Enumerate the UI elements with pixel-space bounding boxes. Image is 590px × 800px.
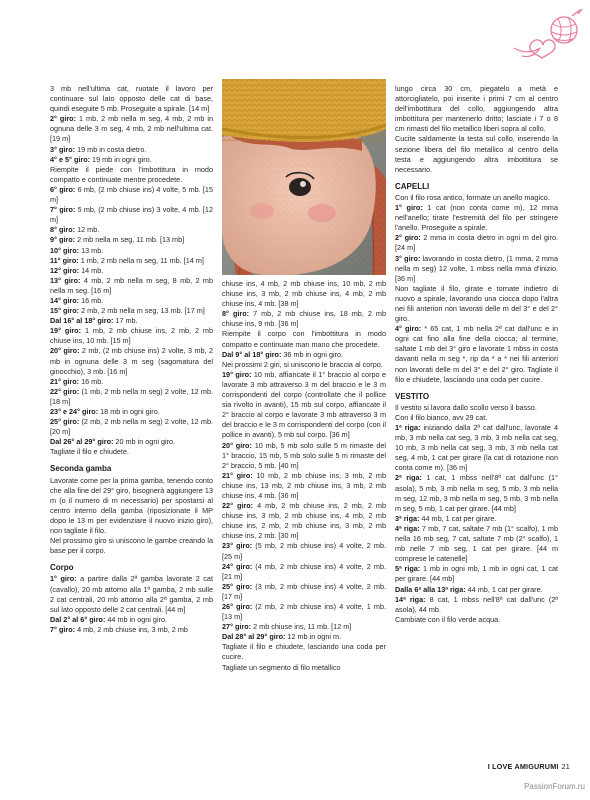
- instruction-text: 44 mb in ogni giro.: [105, 614, 168, 624]
- text-column-3: [395, 84, 558, 625]
- instruction-paragraph: [395, 254, 558, 284]
- instruction-text: 44 mb, 1 cat per girare.: [419, 513, 497, 523]
- instruction-paragraph: [50, 155, 213, 165]
- instruction-paragraph: [222, 642, 386, 662]
- instruction-paragraph: [50, 625, 213, 635]
- round-label: 4° e 5° giro:: [50, 154, 91, 164]
- instruction-text: 12 mb.: [75, 225, 100, 235]
- instruction-paragraph: [222, 632, 386, 642]
- round-label: 2° giro:: [395, 233, 421, 243]
- instruction-paragraph: [395, 514, 558, 524]
- round-label: 22° giro:: [222, 501, 254, 511]
- instruction-text: Non tagliate il filo, girate e tornate indietro di nuovo a spirale, lavorando una ciocca dopo l'altra nei fili anteriori non lavorati delle m del 3° e del 2° giro.: [395, 283, 558, 324]
- instruction-text: 4 mb, 2 mb chiuse ins, 3 mb, 2 mb: [75, 624, 188, 634]
- instruction-text: 44 mb, 1 cat per girare.: [465, 584, 543, 594]
- round-label: 7° giro:: [50, 624, 76, 634]
- instruction-paragraph: [50, 246, 213, 256]
- instruction-text: 1 cat, 1 mbss nell'8ª cat dall'unc (1° asola), 5 mb, 3 mb nella m seg, 5 mb, 3 mb nella m seg, 12 mb, 3 mb nella m seg, 5 mb, 3 mb nella m seg, 5 mb, 1 cat per girare. [44 mb]: [395, 473, 558, 513]
- instruction-paragraph: [50, 574, 213, 614]
- page-footer: [420, 762, 570, 771]
- instruction-paragraph: [395, 84, 558, 134]
- instruction-text: lavorando in costa dietro, (1 mma, 2 mma nella m seg) 12 volte, 1 mbss nella mma d'inizio. [36 m]: [395, 253, 558, 283]
- instruction-paragraph: [50, 296, 213, 306]
- instruction-text: 17 mb.: [113, 316, 138, 326]
- instruction-text: 12 mb in ogni m.: [285, 632, 342, 642]
- round-label: 3ª riga:: [395, 513, 420, 523]
- instruction-paragraph: [50, 185, 213, 205]
- instruction-paragraph: [395, 423, 558, 473]
- instruction-text: Nei prossimi 2 giri, si uniscono le braccia al corpo.: [222, 359, 383, 369]
- instruction-paragraph: [395, 284, 558, 324]
- instruction-paragraph: [222, 501, 386, 541]
- instruction-paragraph: [222, 622, 386, 632]
- instruction-paragraph: [395, 564, 558, 584]
- round-label: Dal 9° al 18° giro:: [222, 349, 282, 359]
- round-label: Dal 26° al 29° giro:: [50, 437, 114, 447]
- instruction-text: 16 mb.: [79, 376, 104, 386]
- instruction-paragraph: [395, 203, 558, 233]
- round-label: 4° giro:: [395, 324, 422, 334]
- round-label: 22° giro:: [50, 386, 80, 396]
- instruction-text: (4 mb, 2 mb chiuse ins) 4 volte, 2 mb. [21 m]: [222, 561, 386, 581]
- instruction-paragraph: [395, 193, 558, 203]
- instruction-paragraph: [395, 473, 558, 513]
- round-label: 25° giro:: [222, 581, 253, 591]
- instruction-text: 19 mb in ogni giro.: [90, 154, 152, 164]
- instruction-paragraph: [50, 114, 213, 144]
- instruction-paragraph: [395, 403, 558, 413]
- instruction-paragraph: [50, 417, 213, 437]
- instruction-paragraph: [50, 256, 213, 266]
- round-label: Dal 2° al 6° giro:: [50, 614, 106, 624]
- round-label: 7° giro:: [50, 205, 76, 215]
- text-column-2: [222, 279, 386, 673]
- round-label: 24° giro:: [222, 561, 253, 571]
- instruction-text: 2 mb, (2 mb chiuse ins) 2 volte, 3 mb, 2 mb in ognuna delle 3 m seg (sagomatura del ginocchio), 3 mb. [16 m]: [50, 346, 213, 376]
- round-label: 1° giro:: [50, 574, 77, 584]
- instruction-text: 10 mb, 5 mb solo sulle 5 m rimaste del 1° braccio, 15 mb, 5 mb solo sulle 5 m rimaste del 2° braccio, 5 mb. [40 m]: [222, 440, 386, 470]
- instruction-paragraph: [50, 615, 213, 625]
- instruction-paragraph: [395, 233, 558, 253]
- instruction-text: 2 mb nella m seg, 11 mb. [13 mb]: [75, 235, 185, 245]
- round-label: 26° giro:: [222, 602, 253, 611]
- instruction-text: 4 mb, 2 mb chiuse ins, 2 mb, 2 mb chiuse ins, 3 mb, 2 mb chiuse ins, 4 mb, 2 mb chiuse ins, 2 mb, 2 mb chiuse ins, 3 mb, 2 mb chiuse ins, 2 mb. [30 m]: [222, 501, 386, 541]
- round-label: Dal 28° al 29° giro:: [222, 632, 286, 642]
- instruction-paragraph: [222, 441, 386, 471]
- watermark: PassionForum.ru: [524, 782, 585, 791]
- round-label: 8° giro:: [222, 309, 250, 319]
- round-label: 19° giro:: [222, 369, 252, 379]
- instruction-text: 10 mb, 2 mb chiuse ins, 3 mb, 2 mb chiuse ins, 13 mb, 2 mb chiuse ins, 3 mb, 2 mb chiuse ins, 4 mb. [36 m]: [222, 470, 386, 500]
- instruction-text: (2 mb, 2 mb chiuse ins) 4 volte, 1 mb. [13 m]: [222, 602, 386, 622]
- round-label: 23° giro:: [222, 541, 253, 551]
- instruction-paragraph: [50, 437, 213, 447]
- instruction-paragraph: [395, 595, 558, 615]
- instruction-paragraph: [222, 541, 386, 561]
- instruction-text: 8 cat, 1 mbss nell'8ª cat dall'unc (2ª asola), 44 mb.: [395, 594, 558, 614]
- instruction-paragraph: [50, 447, 213, 457]
- instruction-paragraph: [50, 407, 213, 417]
- instruction-text: Cambiate con il filo verde acqua.: [395, 614, 501, 624]
- instruction-text: 14 mb.: [79, 265, 104, 275]
- instruction-paragraph: [50, 476, 213, 537]
- round-label: 6° giro:: [50, 184, 76, 194]
- instruction-paragraph: [50, 536, 213, 556]
- instruction-text: (5 mb, 2 mb chiuse ins) 4 volte, 2 mb. [25 m]: [222, 541, 386, 561]
- instruction-paragraph: [50, 266, 213, 276]
- instruction-paragraph: [222, 309, 386, 329]
- round-label: 9° giro:: [50, 235, 76, 245]
- instruction-text: iniziando dalla 2ª cat dall'unc, lavorate 4 mb, 3 mb nella cat seg, 3 mb, 3 mb nella cat seg, 10 mb, 3 mb nella cat seg, 3 mb, 3 mb nella cat seg, 4 mb, 1 cat per girare (la cat di rotazione non conta come m). [36 m]: [395, 423, 558, 473]
- instruction-paragraph: [50, 235, 213, 245]
- instruction-paragraph: [222, 279, 386, 309]
- instruction-text: Nel prossimo giro si uniscono le gambe creando la base per il corpo.: [50, 536, 213, 556]
- instruction-text: 1 mb in ogni mb, 1 mb in ogni cat, 1 cat per girare. [44 mb]: [395, 564, 558, 584]
- round-label: 5ª riga:: [395, 564, 421, 574]
- instruction-text: 18 mb in ogni giro.: [98, 407, 160, 416]
- yarn-ball-heart-icon: [512, 8, 584, 60]
- round-label: 4ª riga:: [395, 523, 420, 533]
- instruction-text: Riempite il piede con l'imbottitura in modo compatto e continuate mentre procedete.: [50, 164, 213, 184]
- instruction-text: 20 mb in ogni giro.: [113, 437, 176, 447]
- instruction-paragraph: [50, 205, 213, 225]
- instruction-paragraph: [222, 663, 386, 673]
- instruction-paragraph: [50, 316, 213, 326]
- round-label: 3° giro:: [395, 253, 421, 263]
- instruction-text: 5 mb, (2 mb chiuse ins) 3 volte, 4 mb. [12 m]: [50, 205, 213, 225]
- instruction-text: Lavorate come per la prima gamba, tenendo conto che alla fine del 29° giro, bisognerà aggiungere 13 m (o il numero di m necessario) per spostarsi al centro interno della gamba (riposizionate il MP dopo le 13 m per evidenziare il nuovo inizio giro), non tagliate il filo.: [50, 475, 213, 536]
- instruction-text: 4 mb, 2 mb nella m seg, 8 mb, 2 mb nella m seg. [16 m]: [50, 275, 213, 295]
- round-label: 2ª riga:: [395, 473, 422, 483]
- section-heading: Corpo: [50, 563, 74, 573]
- instruction-paragraph: [222, 360, 386, 370]
- instruction-text: * 65 cat, 1 mb nella 2ª cat dall'unc e in ogni cat fino alla fine della ciocca; al termine, saltate 1 mb del 3° giro e lavorate 1 mbss in costa davanti nella m seg *, rip da * a * nei fili anteriori non lavorati delle m del 3° e del 2° giro. Tagliate il filo e chiudete, lasciando una coda per cucire.: [395, 324, 558, 384]
- round-label: 21° giro:: [222, 470, 253, 480]
- instruction-text: Tagliate un segmento di filo metallico: [222, 662, 341, 672]
- round-label: 14ª riga:: [395, 594, 426, 604]
- instruction-text: 10 mb, affiancate il 1° braccio al corpo e lavorate 3 mb attraverso 3 m del braccio e le 3 m corrispondenti del corpo (controllate che il pollice sia rivolto in avanti), 15 mb sul corpo, affiancate il 2° braccio al corpo e lavorate 3 mb attraverso 3 m del braccio e le 3 m corrispondenti del corpo (con il pollice in avanti), 5 mb sul corpo. [36 m]: [222, 369, 386, 440]
- round-label: 14° giro:: [50, 295, 80, 305]
- instruction-text: Con il filo bianco, avv 29 cat.: [395, 412, 488, 422]
- instruction-text: 1 mb, 2 mb nella m seg, 11 mb. [14 m]: [78, 255, 204, 265]
- instruction-text: Riempite il corpo con l'imbottitura in modo compatto e continuate man mano che procedete.: [222, 329, 386, 349]
- instruction-text: Cucite saldamente la testa sul collo, inserendo la sezione libera del filo metallico al centro della testa e aggiungendo altra imbottitura se necessario.: [395, 134, 558, 174]
- instruction-text: (3 mb, 2 mb chiuse ins) 4 volte, 2 mb. [17 m]: [222, 581, 386, 601]
- instruction-paragraph: [50, 387, 213, 407]
- page-number: 21: [561, 762, 570, 771]
- round-label: 12° giro:: [50, 265, 80, 275]
- instruction-paragraph: [222, 471, 386, 501]
- instruction-text: Con il filo rosa antico, formate un anello magico.: [395, 192, 550, 202]
- round-label: 11° giro:: [50, 255, 79, 265]
- round-label: 20° giro:: [222, 440, 252, 450]
- instruction-text: (1 mb, 2 mb nella m seg) 2 volte, 12 mb. [18 m]: [50, 386, 213, 406]
- round-label: 21° giro:: [50, 376, 80, 386]
- instruction-paragraph: [50, 145, 213, 155]
- instruction-paragraph: [395, 134, 558, 174]
- instruction-paragraph: [395, 413, 558, 423]
- round-label: 10° giro:: [50, 245, 80, 255]
- instruction-text: 1 mb, 2 mb nella m seg, 4 mb, 2 mb in ognuna delle 3 m seg, 4 mb, 2 mb nell'ultima cat. [19 m]: [50, 114, 213, 144]
- instruction-text: 19 mb in costa dietro.: [75, 144, 147, 154]
- instruction-text: 1 mb, 2 mb chiuse ins, 2 mb, 2 mb chiuse ins, 10 mb. [15 m]: [50, 326, 214, 346]
- section-heading: Seconda gamba: [50, 464, 112, 474]
- instruction-paragraph: [222, 370, 386, 441]
- text-column-1: [50, 84, 213, 635]
- round-label: 3° giro:: [50, 144, 76, 154]
- instruction-paragraph: [222, 602, 386, 622]
- instruction-paragraph: [50, 326, 213, 346]
- instruction-text: 7 mb, 2 mb chiuse ins, 18 mb, 2 mb chiuse ins, 9 mb. [36 m]: [222, 309, 386, 329]
- round-label: 23° e 24° giro:: [50, 407, 99, 416]
- instruction-paragraph: [50, 84, 213, 114]
- round-label: 27° giro:: [222, 622, 252, 632]
- instruction-paragraph: [395, 615, 558, 625]
- instruction-paragraph: [50, 377, 213, 387]
- instruction-text: 3 mb nell'ultima cat, ruotate il lavoro per continuare sul lato opposto delle cat di base, quindi eseguite 5 mb. Proseguite a spirale. [14 m]: [50, 84, 213, 114]
- instruction-text: lungo circa 30 cm, piegatelo a metà e attorcigliatelo, poi inserite i primi 7 cm al centro dell'imbottitura del collo, aggiungendo altra imbottitura per mantenerlo dritto; lasciate i 7 o 8 cm rimasti del filo metallico liberi sopra al collo.: [395, 84, 558, 134]
- instruction-paragraph: [50, 346, 213, 376]
- instruction-paragraph: [50, 306, 213, 316]
- instruction-paragraph: [50, 225, 213, 235]
- magazine-title: I LOVE AMIGURUMI: [487, 762, 559, 771]
- instruction-text: 2 mb, 2 mb nella m seg, 13 mb. [17 m]: [79, 306, 205, 316]
- instruction-text: 13 mb.: [79, 245, 104, 255]
- instruction-paragraph: [222, 350, 386, 360]
- section-heading: CAPELLI: [395, 181, 430, 191]
- round-label: 1° giro:: [395, 203, 423, 213]
- round-label: 2° giro:: [50, 114, 77, 124]
- round-label: 1ª riga:: [395, 423, 421, 432]
- instruction-paragraph: [395, 524, 558, 564]
- instruction-text: Tagliate il filo e chiudete.: [50, 447, 129, 457]
- instruction-text: 16 mb.: [79, 295, 104, 305]
- round-label: 8° giro:: [50, 225, 76, 235]
- round-label: 20° giro:: [50, 346, 80, 356]
- instruction-text: 2 mb chiuse ins, 11 mb. [12 m]: [251, 622, 352, 632]
- round-label: Dalla 6ª alla 13ª riga:: [395, 584, 466, 594]
- instruction-text: 6 mb, (2 mb chiuse ins) 4 volte, 5 mb. [15 m]: [50, 184, 213, 205]
- round-label: 25° giro:: [50, 417, 80, 427]
- round-label: 15° giro:: [50, 306, 80, 316]
- instruction-paragraph: [395, 324, 558, 385]
- instruction-text: Tagliate il filo e chiudete, lasciando una coda per cucire.: [222, 642, 386, 662]
- round-label: Dal 16° al 18° giro:: [50, 316, 114, 326]
- instruction-paragraph: [395, 585, 558, 595]
- round-label: 13° giro:: [50, 275, 81, 285]
- instruction-paragraph: [222, 562, 386, 582]
- instruction-paragraph: [222, 329, 386, 349]
- instruction-text: 7 mb, 7 cat, saltate 7 mb (1° scalfo), 1 mb nella 16 mb seg, 7 cat, saltate 7 mb (2° scalfo), 1 mb nelle 7 mb seg, 1 cat per girare. [44 m comprese le catenelle]: [395, 523, 558, 564]
- instruction-text: Il vestito si lavora dallo scollo verso il basso.: [395, 402, 537, 412]
- instruction-text: 2 mma in costa dietro in ogni m del giro. [24 m]: [395, 233, 558, 253]
- instruction-text: (2 mb, 2 mb nella m seg) 2 volte, 12 mb. [20 m]: [50, 417, 213, 437]
- round-label: 19° giro:: [50, 326, 82, 336]
- instruction-text: chiuse ins, 4 mb, 2 mb chiuse ins, 10 mb, 2 mb chiuse ins, 3 mb, 2 mb chiuse ins, 4 mb, 2 mb chiuse ins, 4 mb. [38 m]: [222, 279, 386, 309]
- instruction-paragraph: [50, 276, 213, 296]
- instruction-paragraph: [50, 165, 213, 185]
- instruction-text: 1 cat (non conta come m), 12 mma nell'anello; tirate l'estremità del filo per stringere l'anello. Proseguite a spirale.: [395, 203, 558, 233]
- section-heading: VESTITO: [395, 391, 430, 401]
- instruction-paragraph: [222, 582, 386, 602]
- instruction-text: a partire dalla 2ª gamba lavorate 2 cat (cavallo), 20 mb attorno alla 1ª gamba, 2 mb sulle 2 cat centrali, 20 mb attorno alla 2ª gamba, 2 mb sul lato opposto delle 2 cat centrali. [44 m]: [50, 574, 213, 614]
- instruction-text: 36 mb in ogni giro.: [281, 349, 344, 359]
- amigurumi-doll-photo: [222, 79, 386, 275]
